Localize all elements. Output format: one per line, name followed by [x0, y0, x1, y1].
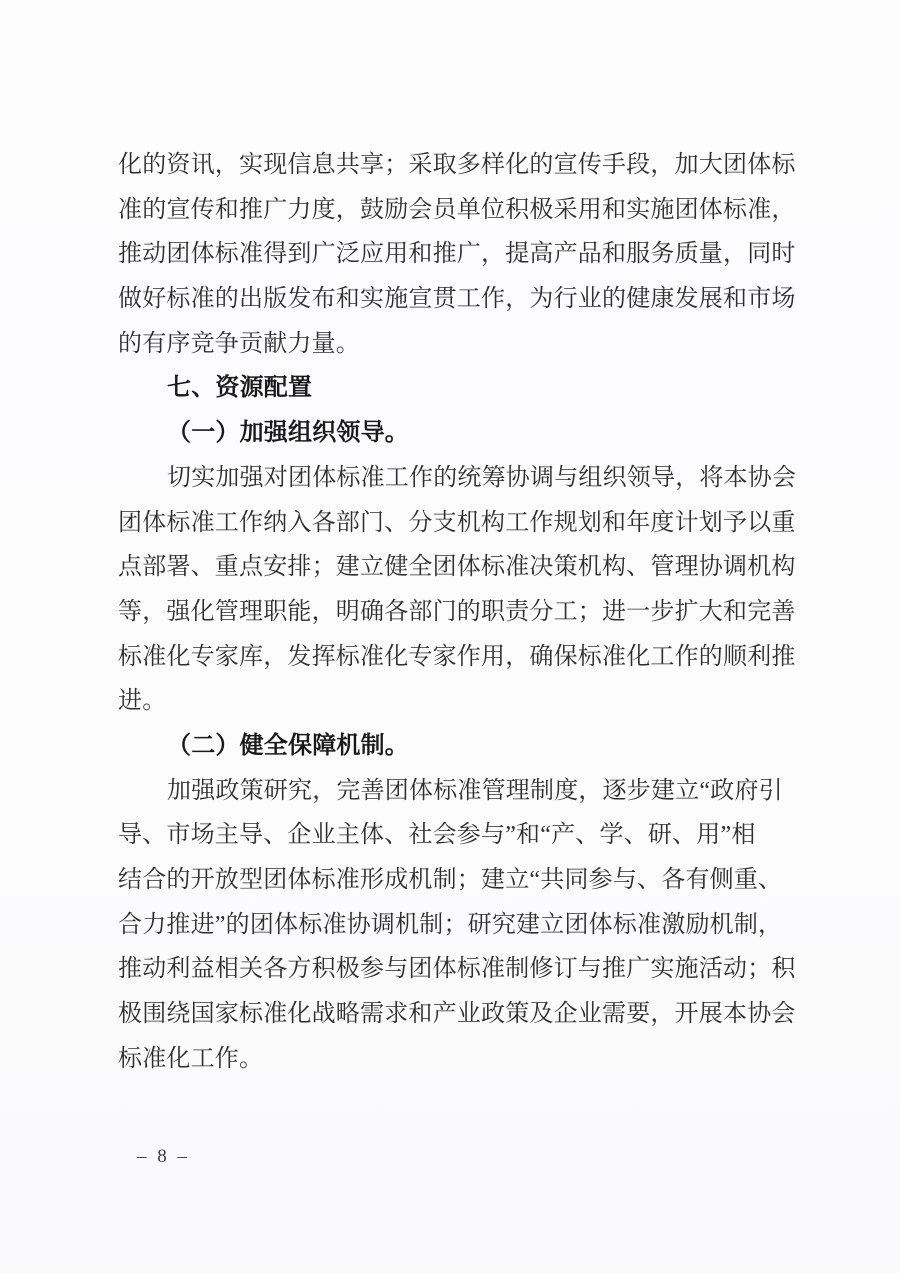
- document-body: [118, 143, 808, 1081]
- paragraph-subsection-1: [118, 456, 808, 724]
- subsection-2-heading: （二）健全保障机制。: [167, 732, 409, 759]
- body-text-line: 推动团体标准得到广泛应用和推广，提高产品和服务质量，同时: [118, 241, 796, 268]
- body-text-line: 的有序竞争贡献力量。: [118, 330, 360, 357]
- paragraph-intro: [118, 143, 808, 366]
- body-text-line: 标准化工作。: [118, 1045, 264, 1072]
- page-number: – 8 –: [137, 1146, 190, 1167]
- paragraph-subsection-2: [118, 769, 808, 1082]
- body-text-line: 加强政策研究，完善团体标准管理制度，逐步建立“政府引: [167, 777, 783, 804]
- body-text-line: 导、市场主导、企业主体、社会参与”和“产、学、研、用”相: [118, 822, 756, 849]
- subsection-1-heading: （一）加强组织领导。: [167, 420, 409, 447]
- body-text-line: 做好标准的出版发布和实施宣贯工作，为行业的健康发展和市场: [118, 286, 796, 313]
- body-text-line: 等，强化管理职能，明确各部门的职责分工；进一步扩大和完善: [118, 598, 796, 625]
- body-text-line: 合力推进”的团体标准协调机制；研究建立团体标准激励机制，: [118, 911, 783, 938]
- body-text-line: 结合的开放型团体标准形成机制；建立“共同参与、各有侧重、: [118, 867, 783, 893]
- body-text-line: 推动利益相关各方积极参与团体标准制修订与推广实施活动；积: [118, 956, 796, 983]
- body-text-line: 极围绕国家标准化战略需求和产业政策及企业需要，开展本协会: [118, 1001, 796, 1028]
- body-text-line: 化的资讯，实现信息共享；采取多样化的宣传手段，加大团体标: [118, 152, 796, 178]
- body-text-line: 团体标准工作纳入各部门、分支机构工作规划和年度计划予以重: [118, 509, 796, 536]
- section-heading: 七、资源配置: [167, 375, 313, 402]
- body-text-line: 点部署、重点安排；建立健全团体标准决策机构、管理协调机构: [118, 554, 796, 581]
- body-text-line: 切实加强对团体标准工作的统筹协调与组织领导，将本协会: [167, 464, 797, 491]
- body-text-line: 准的宣传和推广力度，鼓励会员单位积极采用和实施团体标准，: [118, 196, 796, 223]
- body-text-line: 进。: [118, 688, 167, 715]
- body-text-line: 标准化专家库，发挥标准化专家作用，确保标准化工作的顺利推: [118, 643, 796, 670]
